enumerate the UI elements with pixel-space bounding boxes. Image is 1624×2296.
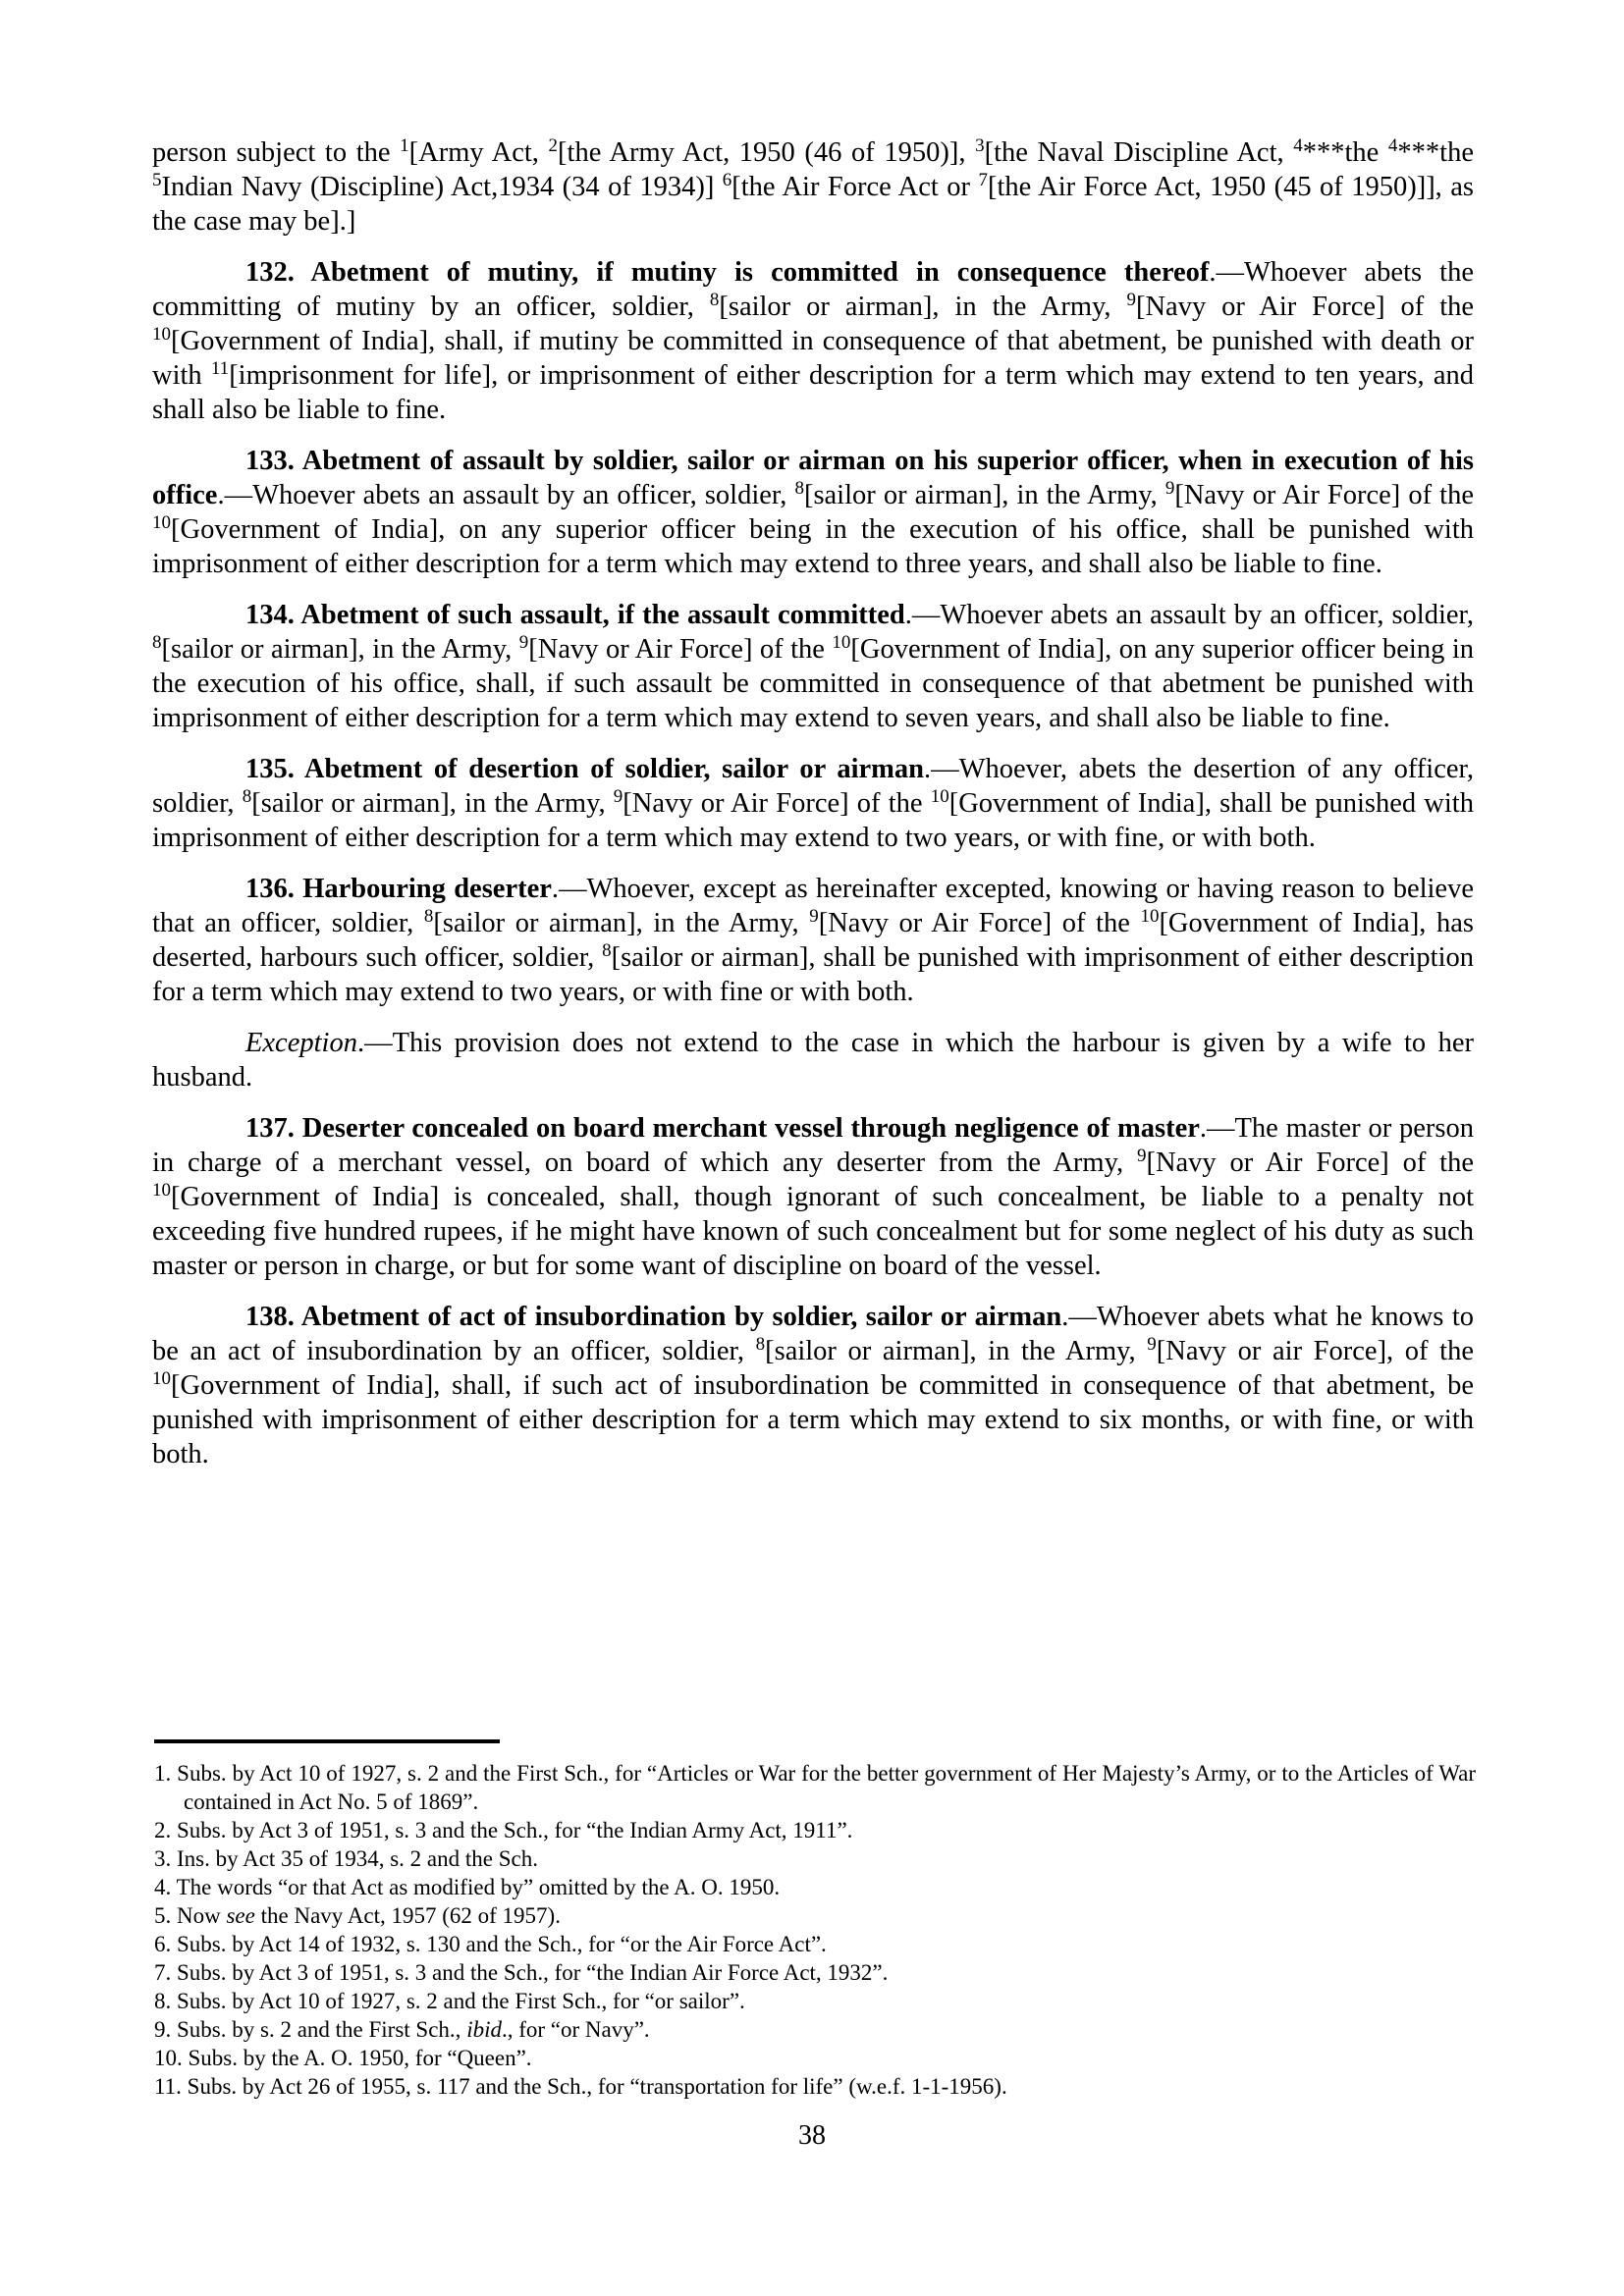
footnote-ref: 10 bbox=[930, 786, 949, 807]
footnote-ref: 3 bbox=[975, 135, 985, 156]
footnote-section bbox=[154, 1739, 1476, 2101]
text-run: [Navy or air Force], of the bbox=[1156, 1336, 1474, 1366]
footnote-ref: 9 bbox=[1164, 478, 1175, 499]
text-run: [Government of India] is concealed, shall, though ignorant of such concealment, be liable to a penalty not exceeding five hundred rupees, if he might have known of such concealment but for some neglect of his duty as such master or person in charge, or but for some want of discipline on board of the vessel. bbox=[152, 1182, 1474, 1281]
text-run: The words “or that Act as modified by” omitted by the A. O. 1950. bbox=[176, 1875, 781, 1899]
text-run: [Government of India], on any superior officer being in the execution of his office, shall be punished with imprisonment of either description for a term which may extend to three years, and shall also be liable to fine. bbox=[152, 514, 1474, 579]
section-heading: 138. Abetment of act of insubordination by soldier, sailor or airman bbox=[245, 1302, 1062, 1332]
text-run: .—Whoever abets an assault by an officer, soldier, bbox=[217, 480, 795, 510]
footnote-ref: 8 bbox=[602, 940, 612, 961]
text-run: Ins. by Act 35 of 1934, s. 2 and the Sch. bbox=[177, 1846, 538, 1871]
text-run: [Navy or Air Force] of the bbox=[818, 908, 1141, 938]
footnote-ref: 8 bbox=[794, 478, 804, 499]
footnote bbox=[154, 2015, 1476, 2044]
text-run: ***the bbox=[1302, 137, 1388, 168]
text-run: [the Army Act, 1950 (46 of 1950)], bbox=[558, 137, 976, 168]
text-run: [sailor or airman], in the Army, bbox=[161, 634, 519, 665]
text-run: Subs. by Act 26 of 1955, s. 117 and the Sch., for “transportation for life” (w.e.f. 1-1-1956). bbox=[187, 2074, 1007, 2099]
page-number: 38 bbox=[798, 2120, 826, 2151]
text-run: [the Air Force Act, 1950 (45 of 1950)]], as the case may be].] bbox=[152, 172, 1475, 237]
section-134 bbox=[152, 598, 1474, 735]
text-run: Subs. by Act 3 of 1951, s. 3 and the Sch., for “the Indian Army Act, 1911”. bbox=[177, 1818, 853, 1842]
footnote bbox=[154, 1930, 1476, 1958]
section-132 bbox=[152, 255, 1474, 427]
footnote-ref: 11 bbox=[210, 358, 230, 379]
footnote-number: 8. bbox=[154, 1989, 177, 2013]
text-run: [sailor or airman], shall be punished with imprisonment of either description for a term which may extend to two years, or with fine or with both. bbox=[152, 942, 1474, 1007]
text-run: [Government of India], shall, if such act of insubordination be committed in consequence of that abetment, be punished with imprisonment of either description for a term which may extend to six months, or with fine, or with both. bbox=[152, 1370, 1474, 1469]
document-body bbox=[152, 135, 1474, 1471]
text-run: [sailor or airman], in the Army, bbox=[765, 1336, 1148, 1366]
footnote-ref: 10 bbox=[152, 324, 171, 345]
footnote bbox=[154, 1958, 1476, 1987]
footnote-ref: 9 bbox=[809, 906, 819, 927]
footnote-number: 5. bbox=[154, 1903, 177, 1928]
text-run: Subs. by Act 10 of 1927, s. 2 and the First Sch., for “or sailor”. bbox=[177, 1989, 745, 2013]
text-run: .—The master or person in charge of a merchant vessel, on board of which any deserter from the Army, bbox=[152, 1113, 1474, 1178]
section-heading: 133. Abetment of assault by soldier, sailor or airman on his superior officer, when in execution of his office bbox=[152, 446, 1474, 510]
text-run: .—Whoever, except as hereinafter excepted, knowing or having reason to believe that an officer, soldier, bbox=[152, 874, 1474, 938]
text-run: [Navy or Air Force] of the bbox=[1174, 480, 1474, 510]
footnote bbox=[154, 1759, 1476, 1816]
text-run: [sailor or airman], in the Army, bbox=[803, 480, 1165, 510]
section-heading: 135. Abetment of desertion of soldier, sailor or airman bbox=[245, 754, 924, 784]
section-heading: 137. Deserter concealed on board merchant vessel through negligence of master bbox=[245, 1113, 1200, 1144]
footnote-ref: 7 bbox=[978, 170, 988, 190]
footnote-ref: 4 bbox=[1387, 135, 1398, 156]
footnote-ref: 8 bbox=[755, 1334, 766, 1355]
text-run: [Navy or Air Force] of the bbox=[1135, 292, 1475, 322]
footnote-ref: 10 bbox=[832, 632, 851, 653]
footnote bbox=[154, 2072, 1476, 2101]
footnote bbox=[154, 1816, 1476, 1844]
footnote-ref: 8 bbox=[152, 632, 162, 653]
text-run: Subs. by the A. O. 1950, for “Queen”. bbox=[188, 2046, 532, 2070]
section-137 bbox=[152, 1111, 1474, 1283]
text-run: person subject to the bbox=[152, 137, 401, 168]
text-run: [the Naval Discipline Act, bbox=[984, 137, 1294, 168]
text-run: the Navy Act, 1957 (62 of 1957). bbox=[254, 1903, 561, 1928]
footnote-number: 10. bbox=[154, 2046, 189, 2070]
text-run: [Government of India], shall be punished with imprisonment of either description for a term which may extend to two years, or with fine, or with both. bbox=[152, 788, 1474, 853]
footnote-ref: 9 bbox=[613, 786, 623, 807]
footnote-number: 4. bbox=[154, 1875, 177, 1899]
italic-text: Exception bbox=[245, 1028, 357, 1058]
footnote-ref: 8 bbox=[423, 906, 434, 927]
section-136 bbox=[152, 872, 1474, 1009]
section-133 bbox=[152, 444, 1474, 581]
footnote-number: 11. bbox=[154, 2074, 188, 2099]
text-run: [Army Act, bbox=[408, 137, 549, 168]
italic-text: see bbox=[226, 1903, 255, 1928]
footnote-number: 7. bbox=[154, 1960, 177, 1985]
footnote-number: 2. bbox=[154, 1818, 177, 1842]
text-run: ., for “or Navy”. bbox=[501, 2017, 650, 2042]
footnote-ref: 8 bbox=[709, 290, 720, 310]
footnote-number: 3. bbox=[154, 1846, 177, 1871]
footnote-ref: 8 bbox=[242, 786, 252, 807]
text-run: Subs. by Act 14 of 1932, s. 130 and the Sch., for “or the Air Force Act”. bbox=[177, 1932, 827, 1956]
section-heading: 132. Abetment of mutiny, if mutiny is committed in consequence thereof bbox=[245, 257, 1210, 288]
footnote-ref: 10 bbox=[152, 512, 171, 533]
footnote-ref: 5 bbox=[152, 170, 162, 190]
text-run: Subs. by Act 10 of 1927, s. 2 and the First Sch., for “Articles or War for the better government of Her Majesty’s Army, or to the Articles of War contained in Act No. 5 of 1869”. bbox=[177, 1761, 1477, 1814]
text-run: [imprisonment for life], or imprisonment of either description for a term which may extend to ten years, and shall also be liable to fine. bbox=[152, 360, 1475, 425]
footnote-ref: 1 bbox=[400, 135, 409, 156]
text-run: Indian Navy (Discipline) Act,1934 (34 of 1934)] bbox=[161, 172, 723, 202]
text-run: [Navy or Air Force] of the bbox=[623, 788, 931, 819]
footnote-ref: 10 bbox=[152, 1368, 171, 1389]
footnote-ref: 9 bbox=[1126, 290, 1136, 310]
footnote bbox=[154, 1844, 1476, 1873]
text-run: [Government of India], shall, if mutiny be committed in consequence of that abetment, be punished with death or with bbox=[152, 326, 1474, 391]
footnote-ref: 10 bbox=[152, 1180, 171, 1201]
text-run: .—Whoever abets the committing of mutiny by an officer, soldier, bbox=[152, 257, 1474, 322]
text-run: Now bbox=[177, 1903, 227, 1928]
footnote bbox=[154, 1873, 1476, 1901]
text-run: [sailor or airman], in the Army, bbox=[719, 292, 1127, 322]
footnote-ref: 9 bbox=[1147, 1334, 1157, 1355]
text-run: ***the bbox=[1397, 137, 1474, 168]
footnote-number: 1. bbox=[154, 1761, 178, 1786]
footnote-separator bbox=[154, 1739, 500, 1743]
section-138 bbox=[152, 1300, 1474, 1471]
footnote-ref: 2 bbox=[548, 135, 559, 156]
text-run: [Government of India], has deserted, harbours such officer, soldier, bbox=[152, 908, 1474, 973]
section-135 bbox=[152, 752, 1474, 855]
text-run: [sailor or airman], in the Army, bbox=[433, 908, 810, 938]
footnote-ref: 6 bbox=[722, 170, 732, 190]
footnote-ref: 9 bbox=[518, 632, 529, 653]
footnote-number: 9. bbox=[154, 2017, 177, 2042]
footnote-ref: 9 bbox=[1136, 1146, 1147, 1166]
text-run: .—Whoever, abets the desertion of any officer, soldier, bbox=[152, 754, 1474, 819]
text-run: .—Whoever abets what he knows to be an act of insubordination by an officer, soldier, bbox=[152, 1302, 1475, 1366]
section-heading: 134. Abetment of such assault, if the assault committed bbox=[245, 600, 905, 630]
footnote bbox=[154, 1987, 1476, 2015]
footnote-list bbox=[154, 1759, 1476, 2101]
text-run: [Navy or Air Force] of the bbox=[528, 634, 833, 665]
footnote-ref: 10 bbox=[1140, 906, 1160, 927]
continuation-paragraph bbox=[152, 135, 1474, 239]
footnote bbox=[154, 2044, 1476, 2072]
text-run: [sailor or airman], in the Army, bbox=[251, 788, 614, 819]
footnote bbox=[154, 1901, 1476, 1930]
text-run: .—Whoever abets an assault by an officer, soldier, bbox=[904, 600, 1474, 630]
text-run: [the Air Force Act or bbox=[731, 172, 979, 202]
exception-paragraph bbox=[152, 1026, 1474, 1095]
footnote-number: 6. bbox=[154, 1932, 177, 1956]
text-run: [Government of India], on any superior officer being in the execution of his office, shall, if such assault be committed in consequence of that abetment be punished with imprisonment of either description for a term which may extend to seven years, and shall also be liable to fine. bbox=[152, 634, 1474, 733]
footnote-ref: 4 bbox=[1293, 135, 1303, 156]
text-run: [Navy or Air Force] of the bbox=[1146, 1148, 1474, 1178]
italic-text: ibid bbox=[466, 2017, 502, 2042]
text-run: .—This provision does not extend to the case in which the harbour is given by a wife to her husband. bbox=[152, 1028, 1474, 1093]
text-run: Subs. by s. 2 and the First Sch., bbox=[177, 2017, 467, 2042]
section-heading: 136. Harbouring deserter bbox=[245, 874, 552, 904]
text-run: Subs. by Act 3 of 1951, s. 3 and the Sch., for “the Indian Air Force Act, 1932”. bbox=[177, 1960, 889, 1985]
